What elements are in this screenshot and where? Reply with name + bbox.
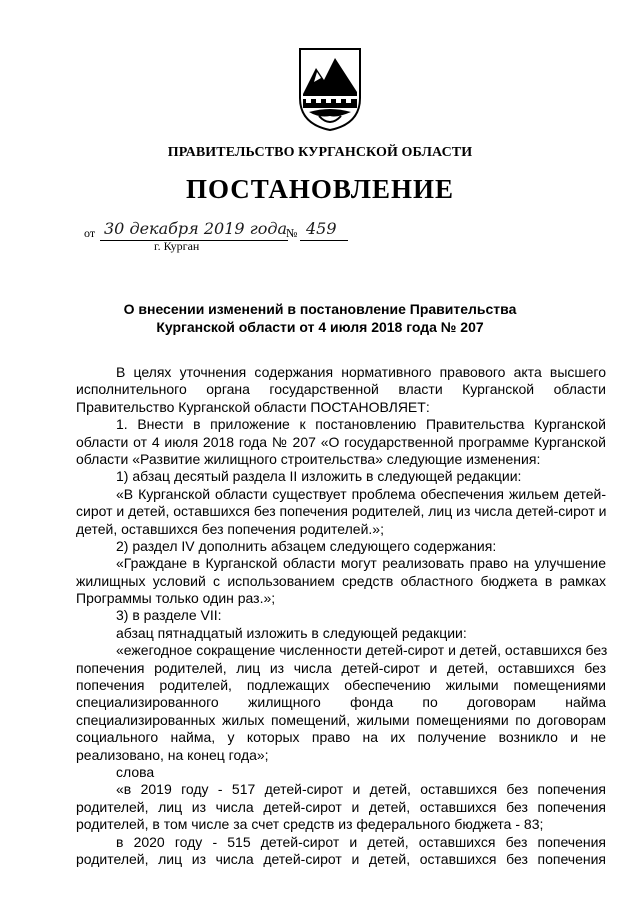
body-line: «В Курганской области существует проблема обеспечения жильем детей- (116, 485, 606, 502)
body-line: сирот и детей, оставшихся без попечения родителей, лиц из числа детей-сирот и (76, 503, 607, 520)
body-line: жилищных условий с использованием средств областного бюджета в рамках (76, 572, 606, 589)
body-line: попечения родителей, подлежащих обеспечению жилыми помещениями (76, 677, 606, 694)
body-line: специализированных жилых помещений, жилыми помещениями по договорам (76, 711, 606, 728)
body-line: абзац пятнадцатый изложить в следующей редакции: (116, 624, 467, 641)
date-number-line (84, 216, 384, 256)
body-line: «Граждане в Курганской области могут реализовать право на улучшение (116, 555, 606, 572)
government-name: ПРАВИТЕЛЬСТВО КУРГАНСКОЙ ОБЛАСТИ (167, 145, 473, 160)
body-line: социального найма, у которых право на их получение возникло и не (76, 729, 606, 746)
place-of-issue: г. Курган (154, 239, 200, 253)
document-body (76, 364, 606, 868)
number-underline (300, 240, 348, 241)
body-line: «ежегодное сокращение численности детей-сирот и детей, оставшихся без (116, 642, 608, 659)
from-label: от (84, 226, 96, 240)
body-line: области «Развитие жилищного строительства» следующие изменения: (76, 450, 541, 467)
body-line: 2) раздел IV дополнить абзацем следующего содержания: (116, 537, 497, 554)
body-line: в 2020 году - 515 детей-сирот и детей, оставшихся без попечения (116, 833, 606, 850)
body-line: специализированного жилищного фонда по договорам найма (76, 694, 606, 711)
handwritten-date: 30 декабря 2019 года (104, 219, 288, 238)
handwritten-number: 459 (306, 219, 337, 238)
body-line: родителей, в том числе за счет средств из федерального бюджета - 83; (76, 816, 544, 833)
body-line: исполнительного органа государственной власти Курганской области (76, 381, 606, 398)
coat-of-arms-emblem (297, 46, 363, 132)
number-label: № (286, 226, 298, 240)
body-line: Правительство Курганской области ПОСТАНОВЛЯЕТ: (76, 398, 430, 415)
body-line: области от 4 июля 2018 года № 207 «О государственной программе Курганской (76, 433, 606, 450)
body-line: 1) абзац десятый раздела II изложить в следующей редакции: (116, 468, 522, 485)
body-line: слова (116, 763, 155, 780)
body-line: детей, оставшихся без попечения родителей.»; (76, 520, 384, 537)
body-line: «в 2019 году - 517 детей-сирот и детей, оставшихся без попечения (116, 781, 606, 798)
body-line: родителей, лиц из числа детей-сирот и детей, оставшихся без попечения (76, 850, 606, 867)
body-line: родителей, лиц из числа детей-сирот и детей, оставшихся без попечения (76, 798, 606, 815)
body-line: Программы только один раз.»; (76, 590, 276, 607)
heading-line: Курганской области от 4 июля 2018 года № 207 (156, 319, 484, 335)
body-line: 3) в разделе VII: (116, 607, 222, 624)
body-line: 1. Внести в приложение к постановлению Правительства Курганской (116, 416, 606, 433)
document-heading (0, 300, 640, 336)
document-type-title: ПОСТАНОВЛЕНИЕ (185, 174, 455, 204)
body-line: попечения родителей, лиц из числа детей-сирот и детей, оставшихся без (76, 659, 606, 676)
body-line: реализовано, на конец года»; (76, 746, 269, 763)
heading-line: О внесении изменений в постановление Правительства (123, 301, 517, 317)
body-line: В целях уточнения содержания нормативного правового акта высшего (116, 364, 606, 380)
